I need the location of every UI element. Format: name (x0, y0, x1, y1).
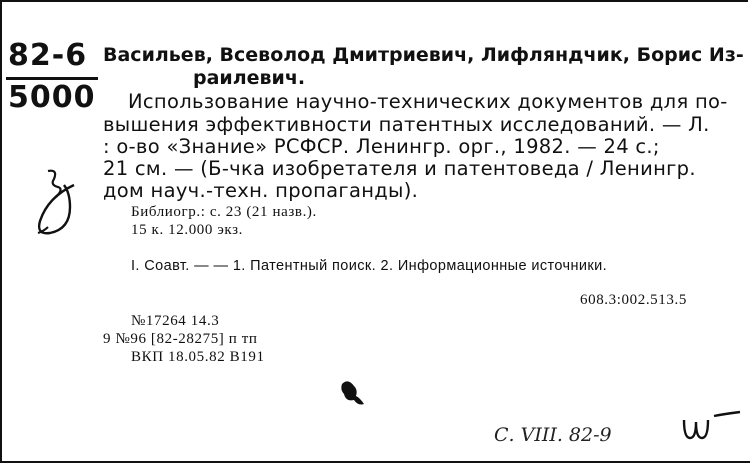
card-left-edge (0, 0, 2, 463)
title-line-1: Использование научно-технических документов для по- (128, 90, 728, 113)
bibliography-note: Библиогр.: с. 23 (21 назв.). (131, 204, 317, 220)
record-number-3: ВКП 18.05.82 В191 (131, 349, 265, 365)
call-number-top: 82-6 (8, 38, 88, 73)
handwritten-scribble (30, 165, 90, 240)
price-print-run: 15 к. 12.000 экз. (131, 222, 243, 238)
handwritten-date-note: С. VIII. 82-9 (494, 424, 612, 446)
author-line-1: Васильев, Всеволод Дмитриевич, Лифляндчик, Борис Из- (103, 44, 744, 66)
title-line-4: 21 см. — (Б-чка изобретателя и патентоведа / Ленингр. (103, 157, 696, 180)
call-number-bottom: 5000 (8, 80, 96, 115)
title-line-3: : о-во «Знание» РСФСР. Ленингр. орг., 1982. — 24 с.; (103, 135, 660, 158)
tracing-line: I. Соавт. — — 1. Патентный поиск. 2. Информационные источники. (131, 258, 608, 274)
author-line-2: раилевич. (193, 67, 306, 89)
card-top-edge (2, 0, 748, 2)
handwritten-mark (680, 408, 744, 444)
ink-blot (338, 378, 368, 408)
title-line-5: дом науч.-техн. пропаганды). (103, 179, 419, 202)
title-line-2: вышения эффективности патентных исследований. — Л. (103, 113, 710, 136)
record-number-1: №17264 14.3 (131, 313, 220, 329)
record-number-2: 9 №96 [82-28275] п тп (103, 331, 258, 347)
classification-code: 608.3:002.513.5 (580, 292, 687, 308)
